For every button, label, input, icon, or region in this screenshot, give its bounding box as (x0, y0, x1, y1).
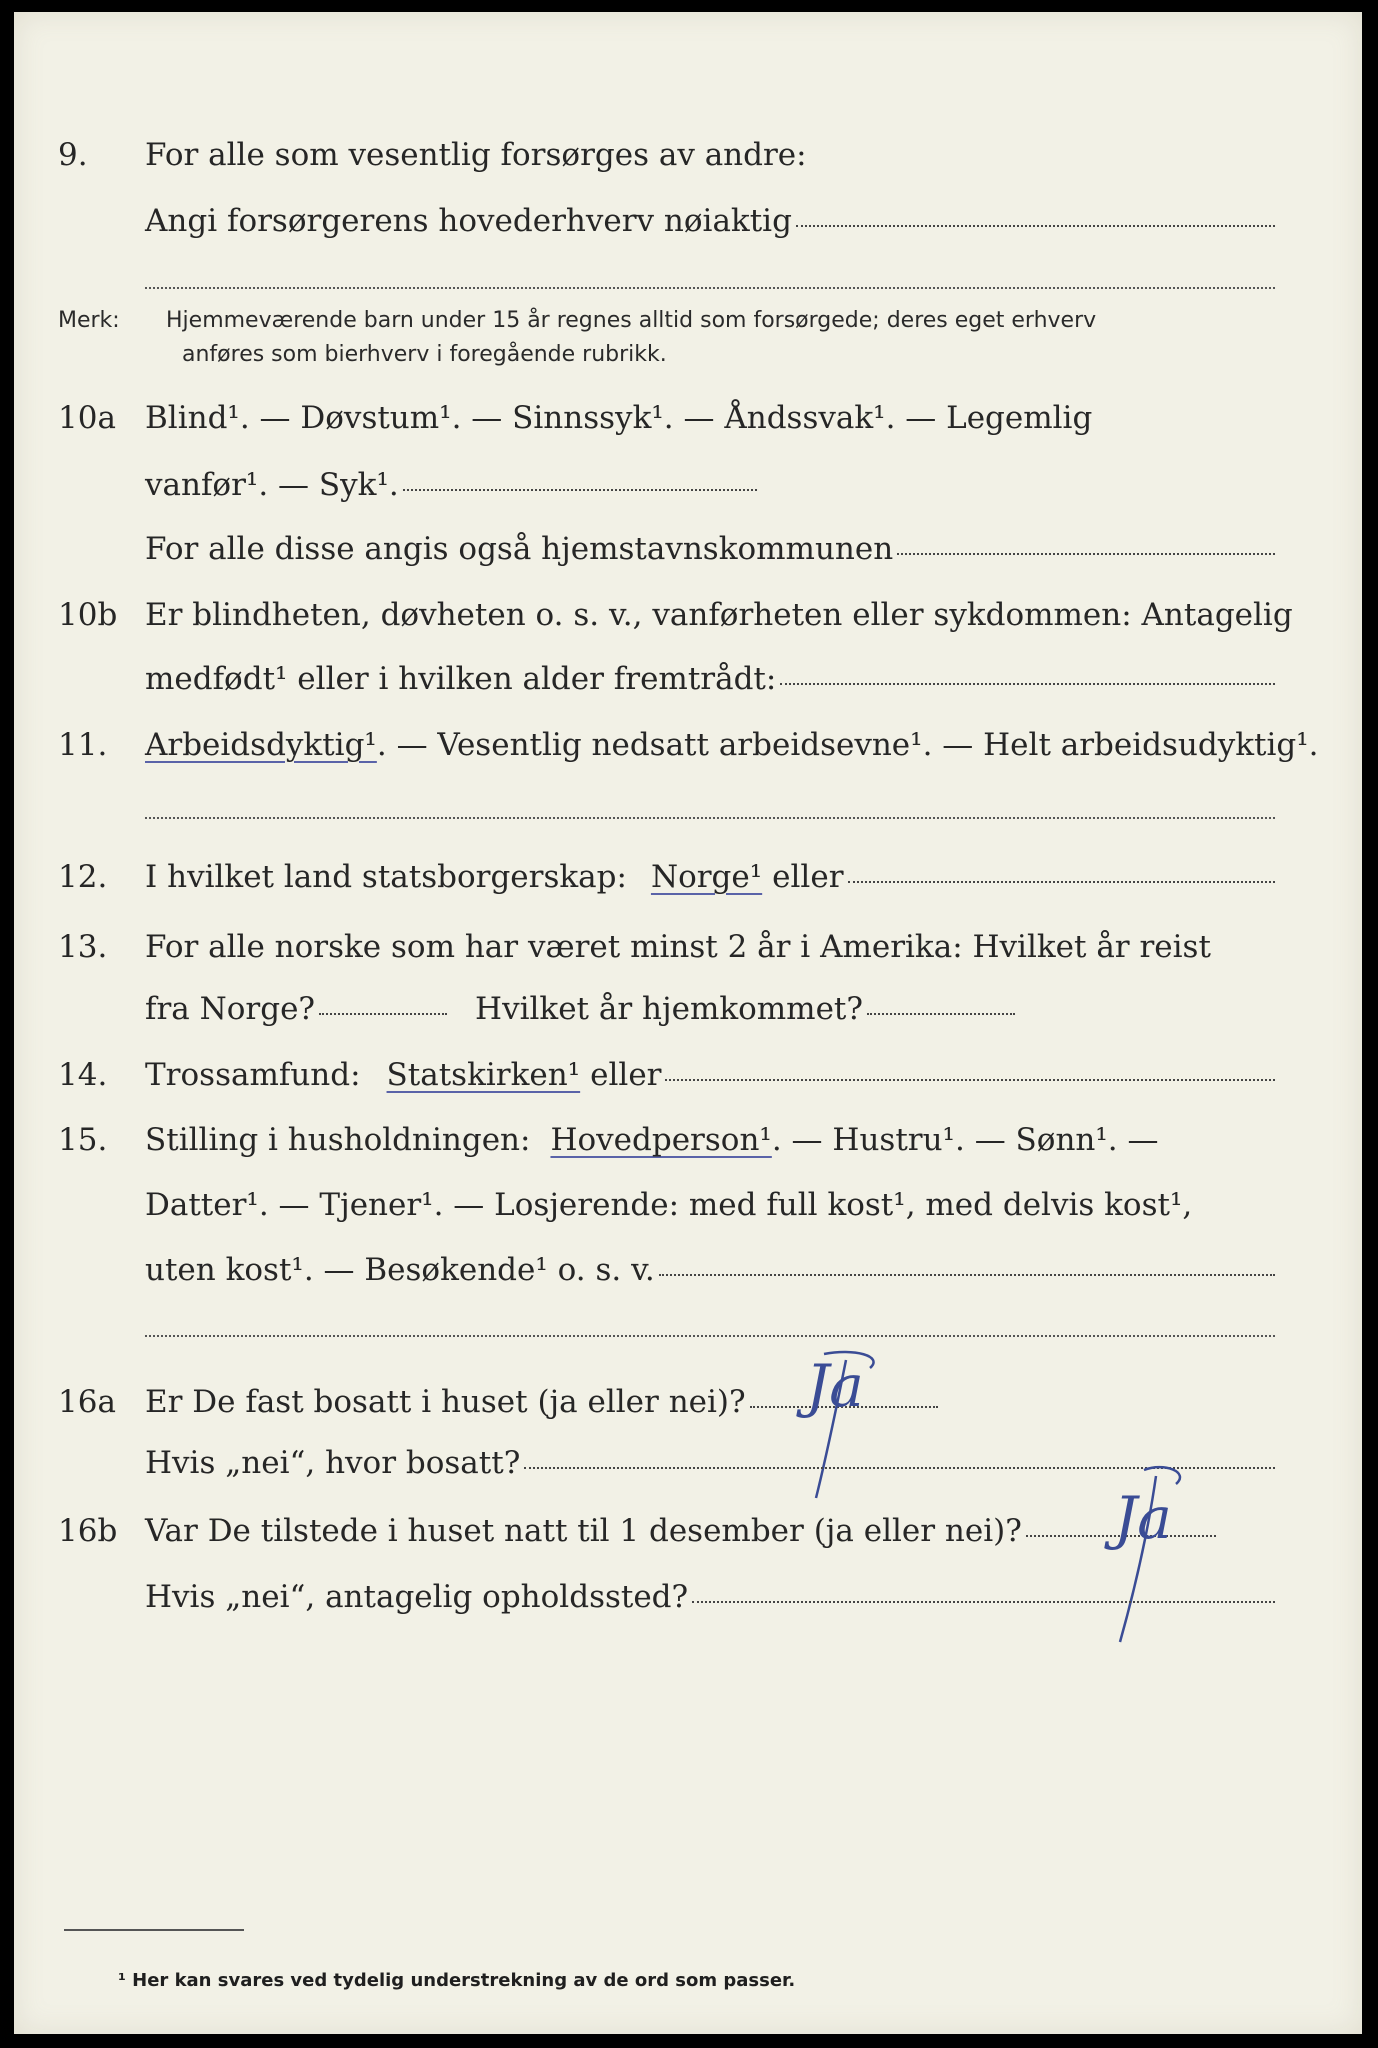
question-number: 16a (58, 1384, 116, 1420)
question-text (145, 1122, 1159, 1158)
question-text (145, 727, 1319, 763)
question-number: 11. (58, 727, 108, 763)
question-text: vanfør¹. — Syk¹. (145, 467, 399, 503)
answer-line (659, 1274, 1275, 1276)
question-text: Stilling i husholdningen: (145, 1122, 531, 1158)
footnote-rule (64, 1929, 244, 1931)
question-number: 14. (58, 1057, 108, 1093)
question-text: For alle norske som har været minst 2 år i Amerika: Hvilket år reist (145, 929, 1211, 965)
option-text: . — Hustru¹. — Sønn¹. — (771, 1122, 1159, 1158)
question-text: Datter¹. — Tjener¹. — Losjerende: med full kost¹, med delvis kost¹, (145, 1187, 1193, 1223)
question-number: 10a (58, 400, 116, 436)
question-text: fra Norge? (145, 991, 316, 1027)
answer-line (145, 287, 1275, 289)
census-form-page (14, 12, 1362, 2034)
option-text: . — Vesentlig nedsatt arbeidsevne¹. — Helt arbeidsudyktig¹. (376, 727, 1319, 763)
question-number: 12. (58, 859, 108, 895)
option-text: eller (772, 859, 844, 895)
note-text: Hjemmeværende barn under 15 år regnes alltid som forsørgede; deres eget erhverv (166, 308, 1097, 333)
question-text: Hvilket år hjemkommet? (475, 991, 864, 1027)
note-text: anføres som bierhverv i foregående rubrikk. (182, 342, 667, 367)
question-text: uten kost¹. — Besøkende¹ o. s. v. (145, 1252, 655, 1288)
question-text: I hvilket land statsborgerskap: (145, 859, 627, 895)
underlined-option: Arbeidsdyktig¹ (145, 727, 377, 763)
underlined-option: Statskirken¹ (386, 1057, 581, 1093)
answer-line (145, 1335, 1275, 1337)
question-text: Er De fast bosatt i huset (ja eller nei)? (145, 1384, 746, 1420)
question-number: 9. (58, 137, 88, 173)
question-number: 15. (58, 1122, 108, 1158)
answer-line (145, 817, 1275, 819)
question-text: Hvis „nei“, hvor bosatt? (145, 1445, 521, 1481)
handwriting-stroke (1064, 1462, 1194, 1652)
answer-line (692, 1601, 1275, 1603)
question-number: 13. (58, 929, 108, 965)
answer-line (319, 1013, 447, 1015)
note-label: Merk: (58, 308, 120, 333)
question-text: For alle disse angis også hjemstavnskommunen (145, 531, 894, 567)
answer-line (796, 225, 1275, 227)
handwritten-answer: Ja (806, 1352, 864, 1420)
question-text: Trossamfund: (145, 1057, 361, 1093)
handwriting-stroke (794, 1350, 904, 1510)
question-text: Er blindheten, døvheten o. s. v., vanførheten eller sykdommen: Antagelig (145, 597, 1293, 633)
option-text: eller (590, 1057, 662, 1093)
underlined-option: Norge¹ (650, 859, 763, 895)
footnote: ¹ Her kan svares ved tydelig understrekning av de ord som passer. (118, 1970, 796, 1991)
question-number: 16b (58, 1513, 118, 1549)
question-number: 10b (58, 597, 118, 633)
question-text: Var De tilstede i huset natt til 1 desember (ja eller nei)? (145, 1513, 1022, 1549)
answer-line (403, 489, 757, 491)
answer-line (848, 881, 1275, 883)
underlined-option: Hovedperson¹ (550, 1122, 772, 1158)
handwritten-answer: Ja (1114, 1484, 1172, 1552)
answer-line (897, 553, 1275, 555)
answer-line (867, 1013, 1015, 1015)
question-text: Angi forsørgerens hovederhverv nøiaktig (145, 203, 792, 239)
question-text: Hvis „nei“, antagelig opholdssted? (145, 1579, 689, 1615)
question-text: For alle som vesentlig forsørges av andre: (145, 137, 807, 173)
answer-line (780, 683, 1275, 685)
question-text: medfødt¹ eller i hvilken alder fremtrådt: (145, 661, 777, 697)
question-text: Blind¹. — Døvstum¹. — Sinnssyk¹. — Åndssvak¹. — Legemlig (145, 400, 1093, 436)
answer-line (665, 1079, 1275, 1081)
